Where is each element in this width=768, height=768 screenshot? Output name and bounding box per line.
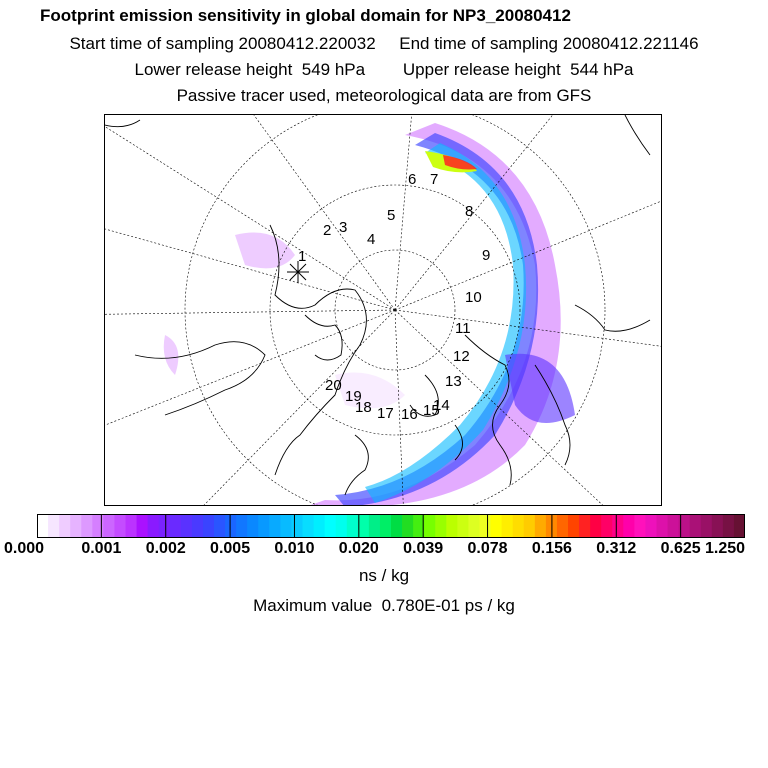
map-title: Footprint emission sensitivity in global domain for NP3_20080412 <box>40 6 571 25</box>
colorbar-swatch <box>557 514 569 538</box>
colorbar-swatch <box>701 514 713 538</box>
colorbar-swatch <box>491 514 503 538</box>
trajectory-label: 2 <box>323 222 332 239</box>
colorbar-swatch <box>303 514 315 538</box>
colorbar-swatch <box>192 514 204 538</box>
colorbar-tick-label: 0.010 <box>274 540 315 557</box>
colorbar-tick-label: 0.001 <box>81 540 122 557</box>
colorbar-swatch <box>468 514 480 538</box>
tracer-info-line: Passive tracer used, meteorological data are from GFS <box>176 86 592 105</box>
colorbar-swatch <box>480 514 492 538</box>
colorbar-swatch <box>214 514 226 538</box>
colorbar-swatch <box>81 514 93 538</box>
trajectory-label: 19 <box>345 388 362 405</box>
colorbar-tick-label: 0.002 <box>145 540 186 557</box>
colorbar-swatch <box>734 514 745 538</box>
colorbar-swatch <box>623 514 635 538</box>
colorbar-tick-label: 0.000 <box>3 540 45 557</box>
colorbar-swatch <box>37 514 49 538</box>
colorbar-unit: ns / kg <box>358 566 410 585</box>
colorbar-swatch <box>502 514 514 538</box>
colorbar-swatch <box>402 514 414 538</box>
colorbar-swatch <box>457 514 469 538</box>
trajectory-label: 7 <box>430 171 439 188</box>
trajectory-label: 1 <box>298 248 307 265</box>
colorbar-swatch <box>645 514 657 538</box>
colorbar-swatch <box>170 514 182 538</box>
colorbar-tick-label: 0.156 <box>531 540 572 557</box>
colorbar-swatch <box>513 514 525 538</box>
colorbar-tick-label: 0.039 <box>403 540 444 557</box>
colorbar-swatch <box>568 514 580 538</box>
colorbar-swatch <box>668 514 680 538</box>
colorbar-swatch <box>634 514 646 538</box>
trajectory-label: 13 <box>445 373 462 390</box>
colorbar-tick-label: 0.312 <box>596 540 637 557</box>
trajectory-label: 4 <box>367 231 376 248</box>
trajectory-label: 15 <box>423 402 440 419</box>
coastlines <box>105 115 650 495</box>
colorbar-swatch <box>269 514 281 538</box>
colorbar-swatch <box>258 514 270 538</box>
graticule <box>105 115 662 506</box>
colorbar-swatch <box>126 514 138 538</box>
colorbar-swatch <box>446 514 458 538</box>
trajectory-label: 5 <box>387 207 396 224</box>
colorbar-swatches <box>37 514 745 538</box>
colorbar-swatch <box>723 514 735 538</box>
trajectory-label: 18 <box>355 399 372 416</box>
trajectory-labels <box>298 171 490 423</box>
colorbar-swatch <box>92 514 104 538</box>
release-height-line: Lower release height 549 hPa Upper release height 544 hPa <box>134 60 634 79</box>
colorbar-swatch <box>103 514 115 538</box>
colorbar-swatch <box>247 514 259 538</box>
colorbar-swatch <box>712 514 724 538</box>
trajectory-label: 3 <box>339 219 348 236</box>
colorbar-swatch <box>137 514 149 538</box>
trajectory-label: 16 <box>401 406 418 423</box>
colorbar-tick-label: 0.005 <box>210 540 251 557</box>
colorbar-swatch <box>280 514 292 538</box>
colorbar-swatch <box>590 514 602 538</box>
colorbar-tick-label: 0.078 <box>467 540 508 557</box>
colorbar-swatch <box>114 514 126 538</box>
colorbar-swatch <box>524 514 536 538</box>
colorbar-swatch <box>535 514 547 538</box>
colorbar-swatch <box>48 514 60 538</box>
colorbar-swatch <box>236 514 248 538</box>
colorbar-swatch <box>336 514 348 538</box>
colorbar-swatch <box>70 514 82 538</box>
colorbar-swatch <box>225 514 237 538</box>
colorbar-swatch <box>612 514 624 538</box>
colorbar-swatch <box>369 514 381 538</box>
colorbar-swatch <box>314 514 326 538</box>
trajectory-label: 9 <box>482 247 491 264</box>
colorbar-swatch <box>424 514 436 538</box>
colorbar-tick-label: 0.625 <box>660 540 701 557</box>
polar-map-canvas <box>105 115 662 506</box>
colorbar-swatch <box>690 514 702 538</box>
colorbar-swatch <box>325 514 337 538</box>
sensitivity-plume <box>164 123 575 506</box>
trajectory-label: 12 <box>453 348 470 365</box>
colorbar-swatch <box>358 514 370 538</box>
colorbar-swatch <box>59 514 71 538</box>
colorbar-swatch <box>291 514 303 538</box>
colorbar-swatch <box>181 514 193 538</box>
trajectory-label: 8 <box>465 203 474 220</box>
colorbar-swatch <box>657 514 669 538</box>
colorbar-swatch <box>380 514 392 538</box>
trajectory-label: 14 <box>433 397 450 414</box>
trajectory-label: 11 <box>455 320 471 337</box>
colorbar-swatch <box>148 514 160 538</box>
colorbar-tick-label: 1.250 <box>704 540 746 557</box>
trajectory-label: 17 <box>377 405 394 422</box>
colorbar-swatch <box>435 514 447 538</box>
footprint-map <box>104 114 662 506</box>
colorbar-tick-label: 0.020 <box>338 540 379 557</box>
trajectory-label: 20 <box>325 377 342 394</box>
colorbar-swatch <box>203 514 215 538</box>
colorbar-swatch <box>159 514 171 538</box>
colorbar-swatch <box>601 514 613 538</box>
colorbar <box>37 514 745 538</box>
sampling-time-line: Start time of sampling 20080412.220032 End time of sampling 20080412.221146 <box>69 34 699 53</box>
colorbar-swatch <box>579 514 591 538</box>
colorbar-swatch <box>347 514 359 538</box>
maximum-value-text: Maximum value 0.780E-01 ps / kg <box>253 596 515 615</box>
trajectory-label: 10 <box>465 289 482 306</box>
colorbar-swatch <box>391 514 403 538</box>
trajectory-label: 6 <box>408 171 417 188</box>
